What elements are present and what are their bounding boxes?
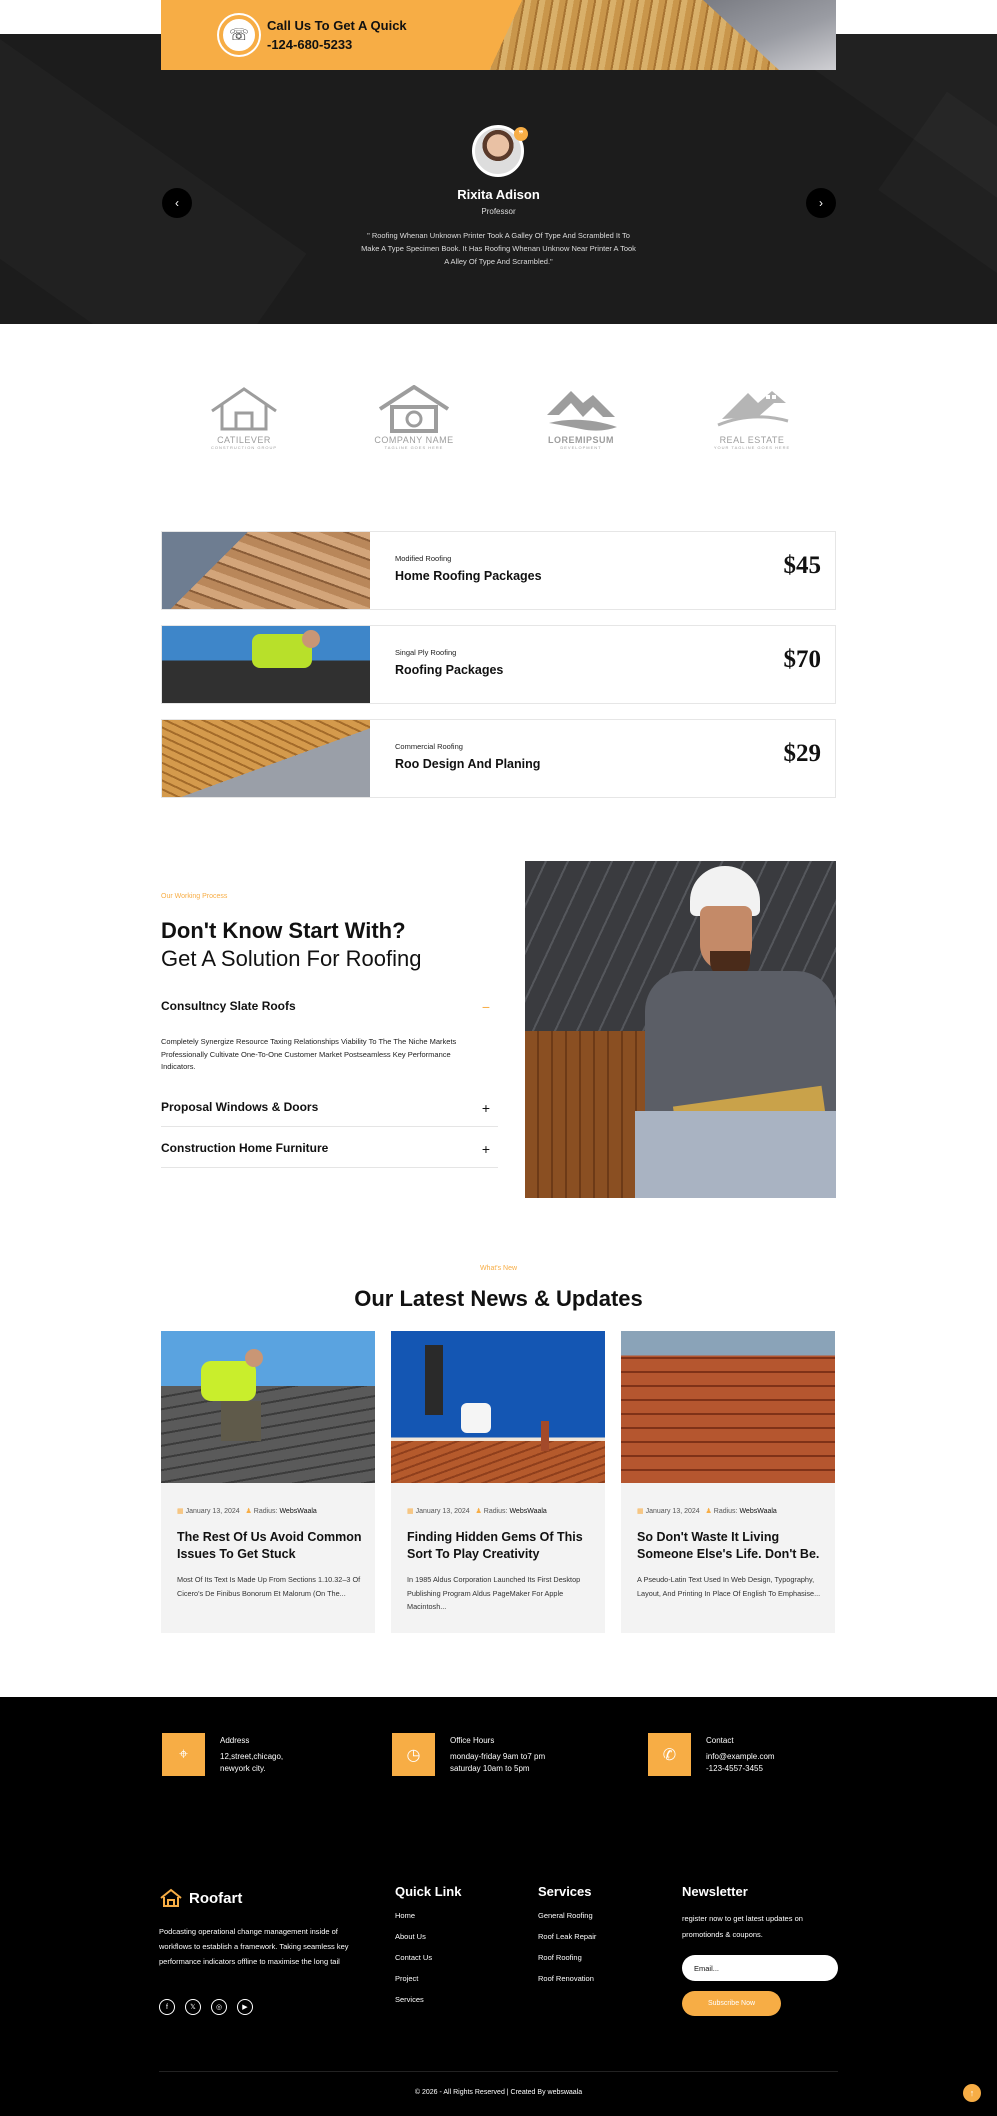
call-banner xyxy=(161,0,836,70)
location-pin-icon: ⌖ xyxy=(162,1733,205,1776)
testimonial-section xyxy=(0,34,997,324)
logo-catilever: CATILEVER CONSTRUCTION GROUP xyxy=(189,385,299,460)
accordion-item[interactable]: Proposal Windows & Doors + xyxy=(161,1100,498,1127)
news-excerpt: A Pseudo-Latin Text Used In Web Design, Typography, Layout, And Printing In Place Of English To Emphasise... xyxy=(637,1575,821,1598)
contact-email[interactable]: info@example.com xyxy=(706,1752,775,1761)
user-icon: ♟ xyxy=(245,1508,252,1515)
accordion-content: Completely Synergize Resource Taxing Relationships Viability To The The Niche Markets Professionally Cultivate One-To-One Customer Market Postseamless Key Performance Indicators. xyxy=(161,1037,457,1071)
instagram-icon[interactable]: ◎ xyxy=(211,1999,227,2015)
phone-icon: ✆ xyxy=(648,1733,691,1776)
back-to-top-button[interactable]: ↑ xyxy=(963,2084,981,2102)
brand-name: Roofart xyxy=(189,1889,243,1907)
testimonial-name: Rixita Adison xyxy=(457,187,540,202)
testimonial-quote: " Roofing Whenan Unknown Printer Took A Galley Of Type And Scrambled It To Make A Type Specimen Book. It Has Roofing Whenan Unknow Near Printer A Took A Alley Of Type And Scrambled." xyxy=(361,231,636,266)
contact-label: Address xyxy=(220,1736,250,1745)
footer-service-link[interactable]: Roof Renovation xyxy=(538,1974,594,1983)
house-outline-icon xyxy=(204,385,284,433)
news-date: January 13, 2024 xyxy=(645,1508,700,1515)
news-card[interactable]: ▦ January 13, 2024 ♟ Radius: WebsWaala The Rest Of Us Avoid Common Issues To Get Stuck Most Of Its Text Is Made Up From Sections 1.10.32–3 Of Cicero's De Finibus Bonorum Et Malorum (On The... xyxy=(161,1331,375,1633)
call-phone[interactable]: -124-680-5233 xyxy=(267,37,353,52)
footer-service-link[interactable]: Roof Roofing xyxy=(538,1953,582,1962)
price-card[interactable] xyxy=(161,719,836,798)
newsletter-text: register now to get latest updates on promotionds & coupons. xyxy=(682,1914,803,1939)
clay-roof-tiles-image xyxy=(621,1331,835,1483)
news-excerpt: In 1985 Aldus Corporation Launched Its First Desktop Publishing Program Aldus PageMaker For Apple Macintosh... xyxy=(407,1575,581,1611)
news-card[interactable]: ▦ January 13, 2024 ♟ Radius: WebsWaala So Don't Waste It Living Someone Else's Life. Don't Be. A Pseudo-Latin Text Used In Web Design, Typography, Layout, And Printing In Place Of English To Emphasise... xyxy=(621,1331,835,1633)
news-title[interactable]: Finding Hidden Gems Of This Sort To Play Creativity xyxy=(407,1530,583,1561)
roofer-worker-image xyxy=(162,626,370,703)
plus-icon[interactable]: + xyxy=(481,1141,490,1157)
price-subtitle: Modified Roofing xyxy=(395,554,452,563)
roofer-nailing-image xyxy=(161,1331,375,1483)
user-icon: ♟ xyxy=(475,1508,482,1515)
x-twitter-icon[interactable]: 𝕏 xyxy=(185,1999,201,2015)
price-value: $70 xyxy=(783,646,821,673)
social-links xyxy=(159,1999,253,2015)
news-title[interactable]: So Don't Waste It Living Someone Else's Life. Don't Be. xyxy=(637,1530,820,1561)
news-title[interactable]: The Rest Of Us Avoid Common Issues To Get Stuck xyxy=(177,1530,362,1561)
accordion-item-open[interactable]: Consultncy Slate Roofs − xyxy=(161,999,490,1015)
price-value: $29 xyxy=(783,740,821,767)
call-line1: Call Us To Get A Quick xyxy=(267,18,407,33)
roof-logo-icon xyxy=(159,1888,183,1908)
working-heading: Don't Know Start With? xyxy=(161,918,406,943)
news-heading: Our Latest News & Updates xyxy=(354,1286,643,1311)
youtube-icon[interactable]: ▶ xyxy=(237,1999,253,2015)
news-eyebrow: What's New xyxy=(479,1265,518,1272)
contact-label: Office Hours xyxy=(450,1736,495,1745)
footer-link-project[interactable]: Project xyxy=(395,1974,419,1983)
price-subtitle: Singal Ply Roofing xyxy=(395,648,457,657)
price-value: $45 xyxy=(783,552,821,579)
newsletter-heading: Newsletter xyxy=(682,1884,748,1899)
roofers-on-roof-image xyxy=(162,532,370,609)
footer-service-link[interactable]: Roof Leak Repair xyxy=(538,1932,597,1941)
news-author[interactable]: WebsWaala xyxy=(509,1508,547,1515)
user-icon: ♟ xyxy=(705,1508,712,1515)
roof-tiles-image xyxy=(162,720,370,797)
footer-divider xyxy=(159,2071,838,2072)
accordion-item[interactable]: Construction Home Furniture + xyxy=(161,1141,498,1168)
footer-service-link[interactable]: General Roofing xyxy=(538,1911,593,1920)
working-eyebrow: Our Working Process xyxy=(161,893,228,900)
news-date: January 13, 2024 xyxy=(415,1508,470,1515)
services-heading: Services xyxy=(538,1884,592,1899)
services-list xyxy=(538,1911,596,1983)
roofers-blue-sky-image xyxy=(391,1331,605,1483)
footer-link-services[interactable]: Services xyxy=(395,1995,424,2004)
calendar-icon: ▦ xyxy=(637,1508,644,1515)
price-title[interactable]: Home Roofing Packages xyxy=(395,569,542,583)
footer-link-home[interactable]: Home xyxy=(395,1911,416,1920)
contact-label: Contact xyxy=(706,1736,734,1745)
price-title[interactable]: Roofing Packages xyxy=(395,663,504,677)
footer-link-about[interactable]: About Us xyxy=(395,1932,426,1941)
facebook-icon[interactable]: f xyxy=(159,1999,175,2015)
newsletter-email-input[interactable]: Email... xyxy=(682,1955,838,1981)
testimonial-next-button[interactable]: › xyxy=(806,188,836,218)
news-author[interactable]: WebsWaala xyxy=(279,1508,317,1515)
clock-icon: ◷ xyxy=(392,1733,435,1776)
subscribe-button[interactable]: Subscribe Now xyxy=(682,1991,781,2016)
minus-icon[interactable]: − xyxy=(481,999,490,1015)
news-excerpt: Most Of Its Text Is Made Up From Sections 1.10.32–3 Of Cicero's De Finibus Bonorum Et Malorum (On The... xyxy=(177,1575,361,1598)
footer-brand[interactable] xyxy=(159,1888,242,1908)
quote-badge-icon: ❞ xyxy=(514,127,528,141)
copyright: © 2026 - All Rights Reserved | Created By webswaala xyxy=(414,2089,583,2096)
mountain-house-icon xyxy=(541,385,621,433)
contact-phone[interactable]: -123-4557-3455 xyxy=(706,1764,763,1773)
working-subheading: Get A Solution For Roofing xyxy=(161,946,422,971)
quick-link-list xyxy=(395,1911,432,2004)
roof-swoosh-icon xyxy=(712,385,792,433)
logo-company-name: COMPANY NAME TAGLINE GOES HERE xyxy=(359,385,469,460)
testimonial-prev-button[interactable]: ‹ xyxy=(162,188,192,218)
plus-icon[interactable]: + xyxy=(481,1100,490,1116)
logo-real-estate: REAL ESTATE YOUR TAGLINE GOES HERE xyxy=(697,385,807,460)
price-card[interactable] xyxy=(161,625,836,704)
footer-link-contact[interactable]: Contact Us xyxy=(395,1953,433,1962)
quick-link-heading: Quick Link xyxy=(395,1884,462,1899)
roofer-worker-photo xyxy=(525,861,836,1198)
footer-about: Podcasting operational change management inside of workflows to establish a framework. Taking seamless key performance indicators offline to maximise the long tail xyxy=(159,1927,349,1966)
chat-phone-icon: ☏ xyxy=(219,15,259,55)
house-camera-icon xyxy=(374,385,454,433)
news-author[interactable]: WebsWaala xyxy=(739,1508,777,1515)
logo-loremipsum: LOREMIPSUM DEVELOPMENT xyxy=(526,385,636,460)
price-card[interactable] xyxy=(161,531,836,610)
testimonial-role: Professor xyxy=(481,207,516,216)
calendar-icon: ▦ xyxy=(407,1508,414,1515)
calendar-icon: ▦ xyxy=(177,1508,184,1515)
news-card[interactable]: ▦ January 13, 2024 ♟ Radius: WebsWaala Finding Hidden Gems Of This Sort To Play Creativity In 1985 Aldus Corporation Launched Its First Desktop Publishing Program Aldus PageMaker For Apple Macintosh... xyxy=(391,1331,605,1633)
price-subtitle: Commercial Roofing xyxy=(395,742,463,751)
price-title[interactable]: Roo Design And Planing xyxy=(395,757,541,771)
news-date: January 13, 2024 xyxy=(185,1508,240,1515)
